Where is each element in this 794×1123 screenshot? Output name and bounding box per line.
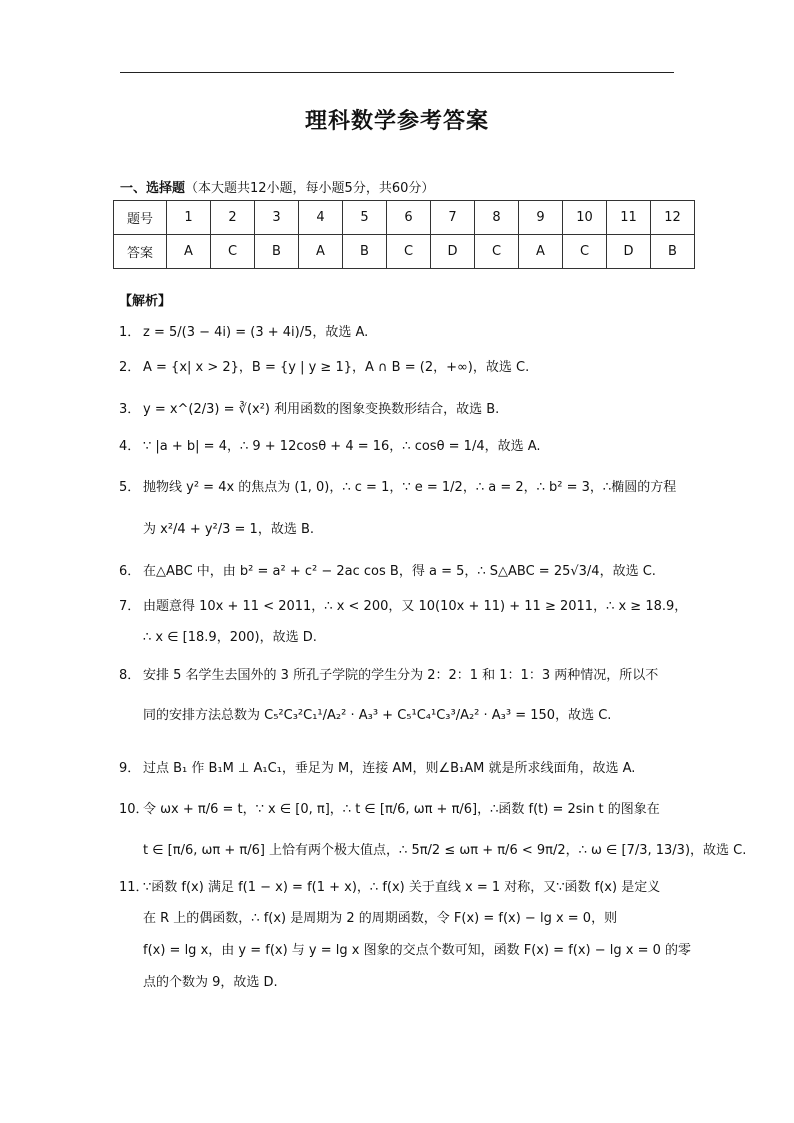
table-cell: 6 <box>387 201 431 235</box>
item-continuation: 点的个数为 9，故选 D. <box>143 975 278 990</box>
item-number: 10． <box>119 802 149 817</box>
table-row-numbers <box>114 201 695 235</box>
solution-item <box>119 400 499 420</box>
table-cell: D <box>607 235 651 269</box>
table-cell: 9 <box>519 201 563 235</box>
item-number: 6． <box>119 564 141 579</box>
item-number: 1． <box>119 325 141 340</box>
solution-item <box>119 800 660 820</box>
table-cell: 7 <box>431 201 475 235</box>
table-cell: C <box>211 235 255 269</box>
table-cell: B <box>255 235 299 269</box>
table-cell: 10 <box>563 201 607 235</box>
solution-item <box>119 358 529 378</box>
section-heading <box>120 177 434 196</box>
item-number: 4． <box>119 439 141 454</box>
item-continuation: 同的安排方法总数为 C₅²C₃²C₁¹/A₂² · A₃³ + C₅¹C₄¹C₃³/A₂² · A₃³ = 150，故选 C. <box>143 708 612 723</box>
item-number: 8． <box>119 668 141 683</box>
item-text: ∵函数 f(x) 满足 f(1 − x) = f(1 + x)，∴ f(x) 关于直线 x = 1 对称，又∵函数 f(x) 是定义 <box>143 880 661 895</box>
table-cell: 1 <box>167 201 211 235</box>
item-text: 令 ωx + π/6 = t，∵ x ∈ [0, π]，∴ t ∈ [π/6, ωπ + π/6]，∴函数 f(t) = 2sin t 的图象在 <box>143 802 660 817</box>
item-continuation: 为 x²/4 + y²/3 = 1，故选 B. <box>143 522 315 537</box>
table-header-cell: 答案 <box>114 235 167 269</box>
item-text: 抛物线 y² = 4x 的焦点为 (1, 0)，∴ c = 1，∵ e = 1/2，∴ a = 2，∴ b² = 3，∴椭圆的方程 <box>143 480 677 495</box>
item-text: z = 5/(3 − 4i) = (3 + 4i)/5，故选 A. <box>143 325 369 340</box>
item-text: y = x^(2/3) = ∛(x²) 利用函数的图象变换数形结合，故选 B. <box>143 402 500 417</box>
item-text: 由题意得 10x + 11 < 2011，∴ x < 200，又 10(10x + 11) + 11 ≥ 2011，∴ x ≥ 18.9， <box>143 599 688 614</box>
item-text: 在△ABC 中，由 b² = a² + c² − 2ac cos B，得 a = 5，∴ S△ABC = 25√3/4，故选 C. <box>143 564 656 579</box>
item-number: 9． <box>119 761 141 776</box>
solution-item <box>119 759 635 779</box>
solution-item <box>119 323 368 343</box>
item-number: 5． <box>119 480 141 495</box>
section-heading-label: 一、选择题 <box>120 181 186 196</box>
table-cell: B <box>651 235 695 269</box>
item-number: 11． <box>119 880 149 895</box>
item-continuation: f(x) = lg x，由 y = f(x) 与 y = lg x 图象的交点个数可知，函数 F(x) = f(x) − lg x = 0 的零 <box>143 943 692 958</box>
item-text: 过点 B₁ 作 B₁M ⊥ A₁C₁，垂足为 M，连接 AM，则∠B₁AM 就是所求线面角，故选 A. <box>143 761 636 776</box>
table-cell: 4 <box>299 201 343 235</box>
table-cell: C <box>387 235 431 269</box>
table-cell: 5 <box>343 201 387 235</box>
analysis-heading: 【解析】 <box>119 294 172 309</box>
table-cell: A <box>519 235 563 269</box>
header-rule <box>120 72 674 73</box>
table-cell: D <box>431 235 475 269</box>
item-number: 3． <box>119 402 141 417</box>
table-cell: C <box>475 235 519 269</box>
solution-item <box>119 666 658 686</box>
table-cell: A <box>167 235 211 269</box>
solution-item <box>119 878 660 898</box>
item-continuation: 在 R 上的偶函数，∴ f(x) 是周期为 2 的周期函数，令 F(x) = f(x) − lg x = 0，则 <box>143 911 618 926</box>
table-cell: 8 <box>475 201 519 235</box>
solution-item <box>119 562 656 582</box>
item-number: 7． <box>119 599 141 614</box>
page-title: 理科数学参考答案 <box>304 109 489 134</box>
table-row-answers <box>114 235 695 269</box>
table-cell: B <box>343 235 387 269</box>
table-cell: 11 <box>607 201 651 235</box>
item-continuation: ∴ x ∈ [18.9，200)，故选 D. <box>143 630 317 645</box>
item-continuation: t ∈ [π/6, ωπ + π/6] 上恰有两个极大值点，∴ 5π/2 ≤ ωπ + π/6 < 9π/2，∴ ω ∈ [7/3, 13/3)，故选 C. <box>143 843 747 858</box>
table-cell: A <box>299 235 343 269</box>
table-cell: 12 <box>651 201 695 235</box>
solution-item <box>119 437 541 457</box>
item-text: ∵ |a + b| = 4，∴ 9 + 12cosθ + 4 = 16，∴ cosθ = 1/4，故选 A. <box>143 439 541 454</box>
answer-table <box>113 200 695 269</box>
solution-item <box>119 478 676 498</box>
table-cell: 2 <box>211 201 255 235</box>
table-cell: 3 <box>255 201 299 235</box>
section-heading-note: （本大题共12小题，每小题5分，共60分） <box>185 181 435 196</box>
item-text: 安排 5 名学生去国外的 3 所孔子学院的学生分为 2：2：1 和 1：1：3 两种情况，所以不 <box>143 668 659 683</box>
table-header-cell: 题号 <box>114 201 167 235</box>
table-cell: C <box>563 235 607 269</box>
item-number: 2． <box>119 360 141 375</box>
item-text: A = {x| x > 2}，B = {y | y ≥ 1}，A ∩ B = (2，+∞)，故选 C. <box>143 360 530 375</box>
solution-item <box>119 597 687 617</box>
